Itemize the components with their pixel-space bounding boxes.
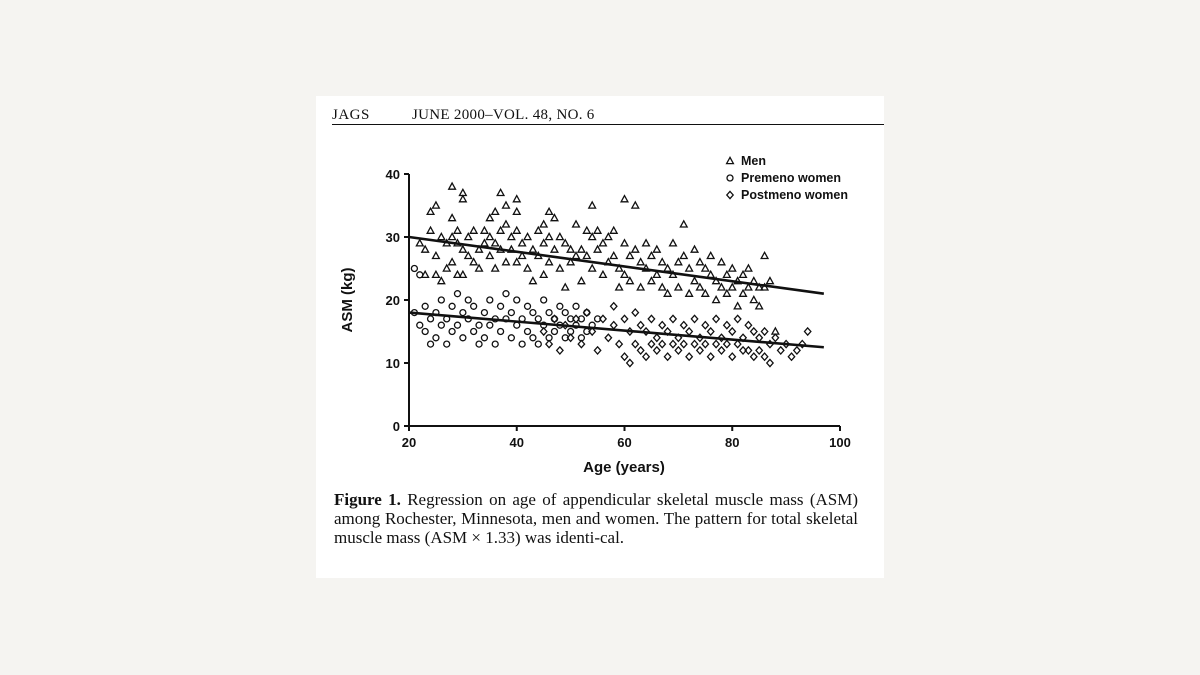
- men-point: [664, 290, 671, 296]
- legend-marker-postmeno-women: [727, 191, 733, 198]
- premeno-women-point: [492, 341, 498, 347]
- men-point: [589, 265, 596, 271]
- premeno-women-point: [481, 335, 487, 341]
- premeno-women-point: [498, 303, 504, 309]
- men-point: [637, 259, 644, 265]
- premeno-women-point: [487, 297, 493, 303]
- premeno-women-point: [476, 322, 482, 328]
- men-point: [465, 233, 472, 239]
- men-point: [427, 208, 434, 214]
- premeno-women-point: [508, 335, 514, 341]
- men-point: [562, 284, 569, 290]
- journal-page: [316, 96, 884, 578]
- x-tick-label-20: 20: [401, 435, 417, 450]
- postmeno-women-point: [654, 347, 660, 354]
- men-point: [632, 202, 639, 208]
- y-tick-label-20: 20: [385, 293, 400, 308]
- postmeno-women-point: [605, 334, 611, 341]
- men-point: [443, 265, 450, 271]
- premeno-women-point: [454, 322, 460, 328]
- men-point: [503, 259, 510, 265]
- men-point: [497, 227, 504, 233]
- x-tick-label-80: 80: [725, 435, 740, 450]
- men-point: [486, 233, 493, 239]
- y-axis-label: ASM (kg): [339, 267, 356, 333]
- men-point: [556, 265, 563, 271]
- men-point: [470, 227, 477, 233]
- premeno-women-point: [438, 297, 444, 303]
- axes: [409, 174, 840, 426]
- men-point: [492, 240, 499, 246]
- men-point: [600, 240, 607, 246]
- men-point: [422, 246, 429, 252]
- postmeno-women-point: [621, 353, 627, 360]
- postmeno-women-point: [734, 341, 740, 348]
- legend-marker-premeno-women: [727, 175, 733, 181]
- men-point: [626, 252, 633, 258]
- men-point: [551, 215, 558, 221]
- men-point: [723, 290, 730, 296]
- premeno-women-point: [562, 310, 568, 316]
- premeno-women-point: [449, 303, 455, 309]
- men-point: [723, 271, 730, 277]
- men-point: [583, 227, 590, 233]
- postmeno-women-point: [616, 341, 622, 348]
- postmeno-women-point: [557, 347, 563, 354]
- premeno-women-point: [411, 266, 417, 272]
- men-point: [664, 265, 671, 271]
- postmeno-women-point: [751, 353, 757, 360]
- postmeno-women-point: [691, 315, 697, 322]
- running-header: [332, 106, 884, 125]
- men-point: [449, 233, 456, 239]
- postmeno-women-point: [794, 347, 800, 354]
- postmeno-women-point: [654, 334, 660, 341]
- men-point: [718, 259, 725, 265]
- men-point: [513, 196, 520, 202]
- postmeno-women-point: [594, 347, 600, 354]
- postmeno-women-point: [708, 353, 714, 360]
- premeno-women-point: [541, 297, 547, 303]
- premeno-women-point: [471, 329, 477, 335]
- postmeno-women-point: [756, 347, 762, 354]
- men-point: [670, 240, 677, 246]
- men-point: [519, 240, 526, 246]
- postmeno-women-point: [681, 341, 687, 348]
- x-tick-label-40: 40: [509, 435, 524, 450]
- men-point: [745, 265, 752, 271]
- men-point: [540, 271, 547, 277]
- men-point: [481, 240, 488, 246]
- men-point: [616, 284, 623, 290]
- men-point: [648, 252, 655, 258]
- postmeno-women-point: [724, 322, 730, 329]
- postmeno-women-point: [804, 328, 810, 335]
- postmeno-women-point: [702, 322, 708, 329]
- premeno-women-point: [465, 297, 471, 303]
- postmeno-women-point: [729, 353, 735, 360]
- men-point: [562, 240, 569, 246]
- ticks: [386, 167, 851, 450]
- men-point: [594, 227, 601, 233]
- men-point: [459, 196, 466, 202]
- men-point: [508, 233, 515, 239]
- men-point: [600, 271, 607, 277]
- postmeno-women-point: [675, 347, 681, 354]
- legend-label-postmeno-women: Postmeno women: [741, 188, 848, 202]
- postmeno-women-point: [686, 328, 692, 335]
- men-point: [637, 284, 644, 290]
- men-point: [513, 208, 520, 214]
- caption-text: Regression on age of appendicular skeletal muscle mass (ASM) among Rochester, Minnesota, men and women. The pattern for total skeletal muscle mass (ASM × 1.33) was identi-cal.: [334, 490, 858, 547]
- men-point: [578, 278, 585, 284]
- men-point: [492, 265, 499, 271]
- premeno-women-point: [498, 329, 504, 335]
- x-tick-label-100: 100: [829, 435, 851, 450]
- men-point: [513, 259, 520, 265]
- premeno-women-point: [525, 329, 531, 335]
- men-point: [454, 227, 461, 233]
- journal-name: JAGS: [332, 107, 370, 123]
- postmeno-women-point: [691, 341, 697, 348]
- men-point: [621, 240, 628, 246]
- postmeno-women-point: [788, 353, 794, 360]
- postmeno-women-point: [713, 341, 719, 348]
- men-point: [702, 265, 709, 271]
- y-tick-label-10: 10: [385, 356, 400, 371]
- men-point: [697, 284, 704, 290]
- men-point: [702, 290, 709, 296]
- postmeno-women-point: [718, 347, 724, 354]
- men-point: [589, 202, 596, 208]
- men-point: [659, 259, 666, 265]
- men-point: [513, 227, 520, 233]
- men-point: [465, 252, 472, 258]
- men-point: [605, 233, 612, 239]
- postmeno-women-point: [772, 334, 778, 341]
- men-point: [530, 278, 537, 284]
- premeno-women-point: [487, 322, 493, 328]
- men-point: [497, 189, 504, 195]
- premeno-women-point: [525, 303, 531, 309]
- postmeno-women-point: [659, 322, 665, 329]
- men-point: [756, 303, 763, 309]
- premeno-women-point: [530, 335, 536, 341]
- postmeno-women-point: [637, 347, 643, 354]
- postmeno-women-point: [632, 341, 638, 348]
- postmeno-women-point: [627, 359, 633, 366]
- men-point: [761, 252, 768, 258]
- men-point: [718, 284, 725, 290]
- men-point: [433, 202, 440, 208]
- men-point: [686, 290, 693, 296]
- men-point: [626, 278, 633, 284]
- men-point: [697, 259, 704, 265]
- postmeno-women-point: [729, 328, 735, 335]
- men-point: [481, 227, 488, 233]
- postmeno-women-point: [632, 309, 638, 316]
- men-point: [621, 196, 628, 202]
- men-point: [686, 265, 693, 271]
- men-point: [680, 221, 687, 227]
- men-point: [459, 246, 466, 252]
- postmeno-women-point: [611, 322, 617, 329]
- men-point: [713, 296, 720, 302]
- men-point: [594, 246, 601, 252]
- legend-label-men: Men: [741, 154, 766, 168]
- men-point: [648, 278, 655, 284]
- men-point: [767, 278, 774, 284]
- data-points: [411, 183, 810, 367]
- premeno-women-point: [573, 303, 579, 309]
- men-point: [750, 296, 757, 302]
- premeno-women-point: [460, 335, 466, 341]
- men-point: [540, 221, 547, 227]
- men-point: [729, 284, 736, 290]
- men-point: [643, 240, 650, 246]
- men-point: [551, 246, 558, 252]
- premeno-women-point: [551, 329, 557, 335]
- men-point: [449, 215, 456, 221]
- postmeno-women-point: [702, 341, 708, 348]
- premeno-women-point: [530, 310, 536, 316]
- postmeno-women-point: [767, 359, 773, 366]
- premeno-women-point: [476, 341, 482, 347]
- premeno-women-point: [449, 329, 455, 335]
- legend: [727, 154, 848, 202]
- postmeno-women-point: [611, 303, 617, 310]
- x-axis-label: Age (years): [583, 459, 665, 476]
- men-point: [470, 259, 477, 265]
- premeno-women-point: [514, 297, 520, 303]
- men-point: [740, 290, 747, 296]
- postmeno-women-point: [540, 328, 546, 335]
- premeno-women-point: [417, 322, 423, 328]
- men-point: [610, 252, 617, 258]
- postmeno-women-point: [734, 315, 740, 322]
- men-point: [524, 233, 531, 239]
- men-point: [427, 227, 434, 233]
- men-point: [540, 240, 547, 246]
- y-tick-label-30: 30: [385, 230, 400, 245]
- legend-marker-men: [727, 157, 734, 163]
- premeno-women-point: [519, 341, 525, 347]
- premeno-women-point: [417, 272, 423, 278]
- premeno-women-point: [454, 291, 460, 297]
- y-tick-label-0: 0: [392, 419, 400, 434]
- men-point: [573, 252, 580, 258]
- men-point: [476, 265, 483, 271]
- premeno-women-point: [433, 335, 439, 341]
- postmeno-women-point: [724, 341, 730, 348]
- premeno-women-point: [471, 303, 477, 309]
- premeno-women-point: [557, 303, 563, 309]
- postmeno-women-point: [637, 322, 643, 329]
- premeno-women-point: [546, 310, 552, 316]
- postmeno-women-point: [761, 328, 767, 335]
- men-point: [740, 271, 747, 277]
- men-point: [486, 252, 493, 258]
- postmeno-women-point: [648, 341, 654, 348]
- premeno-women-point: [514, 322, 520, 328]
- y-tick-label-40: 40: [385, 167, 400, 182]
- men-point: [524, 265, 531, 271]
- issue-info: JUNE 2000–VOL. 48, NO. 6: [412, 107, 595, 123]
- men-point: [438, 233, 445, 239]
- premeno-women-point: [438, 322, 444, 328]
- x-tick-label-60: 60: [617, 435, 632, 450]
- men-point: [546, 233, 553, 239]
- men-point: [433, 271, 440, 277]
- men-point: [680, 252, 687, 258]
- postmeno-women-point: [681, 322, 687, 329]
- men-point: [659, 284, 666, 290]
- men-point: [707, 252, 714, 258]
- men-point: [583, 252, 590, 258]
- men-point: [610, 227, 617, 233]
- men-point: [416, 240, 423, 246]
- figure-caption: [334, 490, 858, 547]
- men-point: [503, 221, 510, 227]
- men-point: [546, 259, 553, 265]
- men-point: [691, 246, 698, 252]
- postmeno-women-point: [670, 341, 676, 348]
- caption-lead: Figure 1.: [334, 490, 401, 509]
- premeno-women-point: [428, 341, 434, 347]
- men-point: [578, 246, 585, 252]
- legend-label-premeno-women: Premeno women: [741, 171, 842, 185]
- men-point: [567, 246, 574, 252]
- men-point: [729, 265, 736, 271]
- men-point: [691, 278, 698, 284]
- postmeno-women-point: [643, 353, 649, 360]
- postmeno-women-point: [778, 347, 784, 354]
- men-point: [589, 233, 596, 239]
- men-point: [503, 202, 510, 208]
- men-point: [675, 284, 682, 290]
- postmeno-women-point: [708, 328, 714, 335]
- premeno-women-point: [460, 310, 466, 316]
- postmeno-women-point: [697, 347, 703, 354]
- postmeno-women-point: [756, 334, 762, 341]
- postmeno-women-point: [664, 353, 670, 360]
- postmeno-women-point: [751, 328, 757, 335]
- premeno-women-point: [508, 310, 514, 316]
- men-point: [438, 278, 445, 284]
- men-point: [433, 252, 440, 258]
- postmeno-women-point: [713, 315, 719, 322]
- men-point: [492, 208, 499, 214]
- men-point: [653, 246, 660, 252]
- men-point: [632, 246, 639, 252]
- men-point: [707, 271, 714, 277]
- postmeno-women-point: [621, 315, 627, 322]
- men-point: [530, 246, 537, 252]
- postmeno-women-point: [648, 315, 654, 322]
- men-point: [675, 259, 682, 265]
- postmeno-women-point: [578, 341, 584, 348]
- men-point: [573, 221, 580, 227]
- premeno-women-point: [535, 316, 541, 322]
- men-point: [621, 271, 628, 277]
- postmeno-women-point: [761, 353, 767, 360]
- men-point: [772, 328, 779, 334]
- premeno-women-point: [503, 291, 509, 297]
- premeno-women-point: [481, 310, 487, 316]
- men-point: [449, 259, 456, 265]
- postmeno-women-point: [686, 353, 692, 360]
- premeno-women-point: [535, 341, 541, 347]
- men-point: [556, 233, 563, 239]
- postmeno-women-point: [546, 341, 552, 348]
- postmeno-women-point: [745, 322, 751, 329]
- premeno-women-point: [422, 329, 428, 335]
- men-point: [486, 215, 493, 221]
- premeno-women-point: [422, 303, 428, 309]
- postmeno-women-point: [670, 315, 676, 322]
- men-point: [459, 271, 466, 277]
- men-point: [449, 183, 456, 189]
- premeno-women-point: [428, 316, 434, 322]
- men-point: [535, 227, 542, 233]
- scatter-chart: [316, 136, 884, 481]
- postmeno-women-point: [659, 341, 665, 348]
- men-point: [734, 303, 741, 309]
- premeno-women-point: [444, 341, 450, 347]
- men-point: [546, 208, 553, 214]
